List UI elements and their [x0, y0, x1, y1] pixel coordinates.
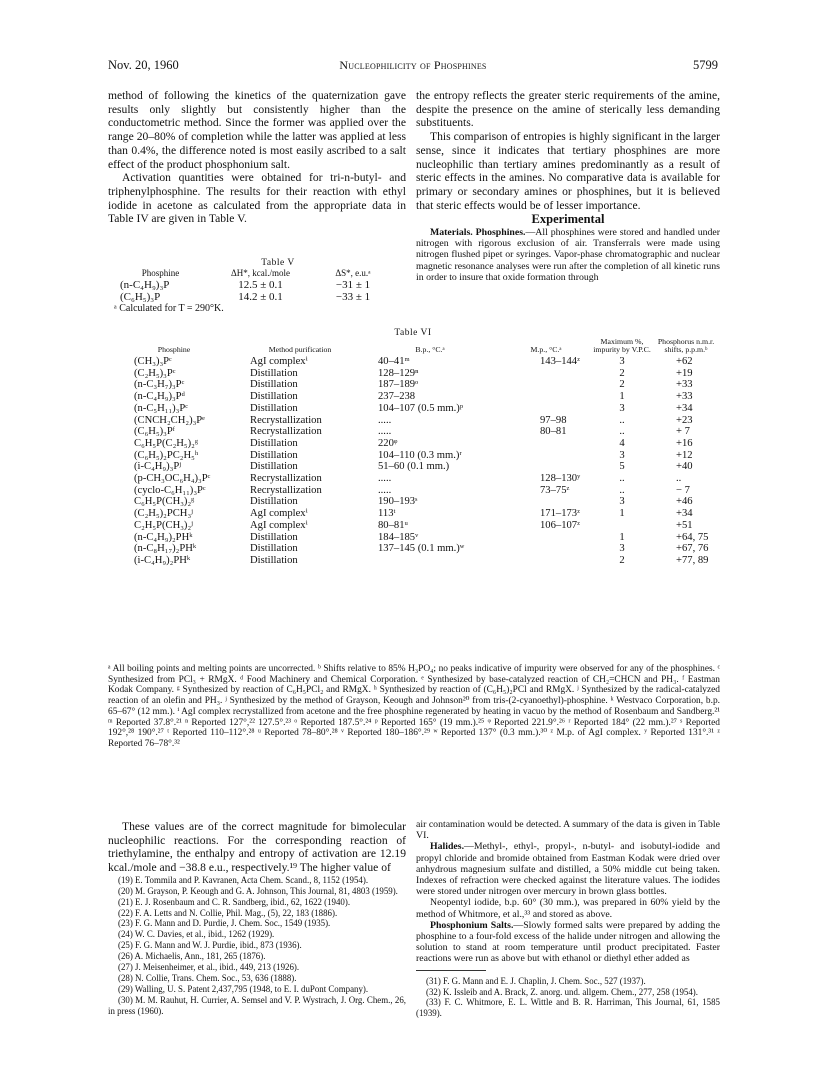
table-cell: +34	[676, 508, 693, 520]
table-cell	[500, 438, 592, 450]
table-cell: 184–185ᵛ	[378, 531, 419, 543]
halides-paragraph	[416, 841, 720, 897]
table-cell: −31 ± 1	[335, 279, 371, 291]
table-header-row	[108, 268, 398, 279]
table-cell: 2	[619, 367, 625, 379]
table-cell: 220ᵠ	[378, 437, 398, 449]
table-cell: (C₂H₅)₂PCH₃ʲ	[134, 508, 193, 520]
paragraph: These values are of the correct magnitude for bimolecular nucleophilic reactions. For the corresponding reaction of triethylamine, the enthalpy and entropy of activation are 12.19 kcal./mole and −38.8 e.u., respectively.¹⁹ The higher value of	[108, 820, 406, 875]
table-cell: AgI complexⁱ	[250, 356, 308, 367]
table-cell: (n-C₃H₇)₃Pᶜ	[134, 379, 185, 391]
table-cell: +23	[676, 414, 693, 426]
reference-item: (32) K. Issleib and A. Brack, Z. anorg. und. allgem. Chem., 277, 258 (1954).	[426, 986, 698, 997]
table-cell: (C₂H₅)₃Pᶜ	[134, 367, 176, 379]
running-header	[108, 58, 718, 78]
table-cell: +67, 76	[676, 543, 709, 555]
right-column-top	[416, 89, 720, 283]
table-cell	[500, 543, 592, 555]
reference-item: (26) A. Michaelis, Ann., 181, 265 (1876).	[118, 951, 266, 962]
table-cell	[500, 555, 592, 567]
table-row	[108, 520, 720, 532]
table-cell: +62	[676, 356, 693, 367]
table-row	[108, 485, 720, 497]
table-cell: (CNCH₂CH₂)₃Pᵉ	[134, 414, 205, 426]
table-cell: (n-C₄H₉)₃P	[120, 279, 170, 291]
table-cell: +77, 89	[676, 554, 709, 566]
table-cell: Distillation	[250, 461, 298, 473]
table-cell: 3	[619, 449, 625, 461]
table-cell: 137–145 (0.1 mm.)ʷ	[378, 543, 465, 555]
table-cell	[360, 555, 500, 567]
table-row	[108, 356, 720, 368]
table-row	[108, 438, 720, 450]
table-cell: 104–110 (0.3 mm.)ʳ	[378, 449, 462, 461]
table-cell: 2	[619, 379, 625, 391]
table-cell: +40	[676, 461, 693, 473]
table-cell: 190–193ˢ	[378, 496, 418, 508]
table-cell: 80–81	[540, 426, 567, 438]
reference-item: (25) F. G. Mann and W. J. Purdie, ibid., 873 (1936).	[118, 940, 302, 951]
table-cell	[500, 368, 592, 380]
table-cell: (n-C₄H₉)₂PHᵏ	[134, 531, 193, 543]
table-cell: ..	[619, 426, 625, 438]
table-cell: 14.2 ± 0.1	[238, 291, 283, 303]
table-row	[108, 379, 720, 391]
table-cell: +34	[676, 402, 693, 414]
paragraph: the entropy reflects the greater steric requirements of the amine, despite the presence on the amine of sterically less demanding substituents.	[416, 89, 720, 130]
table-cell: Recrystallization	[250, 426, 322, 438]
reference-item: (22) F. A. Letts and N. Collie, Phil. Mag., (5), 22, 183 (1886).	[118, 907, 338, 918]
table-vi-footnotes: ᵃ All boiling points and melting points are uncorrected. ᵇ Shifts relative to 85% H₃PO₄; no peaks indicative of impurity were observed for any of the phosphines. ᶜ Synthesized from PCl₃ + RMgX. ᵈ Food Machinery and Chemical Corporation. ᵉ Synthesized by base-catalyzed reaction of CH₂=CHCN and PH₃. ᶠ Eastman Kodak Company. ᵍ Synthesized by reaction of C₆H₅PCl₂ and RMgX. ʰ Synthesized by reaction of (C₆H₅)₂PCl and RMgX. ʲ Synthesized by the radical-catalyzed reaction of an olefin and PH₃. ʲ Synthesized by the method of Grayson, Keough and Johnson²⁰ from tris-(2-cyanoethyl)-phosphine. ᵏ Westvaco Corporation, b.p. 65–67° (12 mm.). ⁱ AgI complex recrystallized from acetone and the free phosphine regenerated by heating in vacuo by the method of Rosenbaum and Sandberg.²¹ ᵐ Reported 37.8°.²¹ ⁿ Reported 127°,²² 127.5°.²³ ᵒ Reported 187.5°.²⁴ ᵖ Reported 165° (19 mm.).²⁵ ᵠ Reported 221.9°.²⁶ ʳ Reported 184° (22 mm.).²⁷ ˢ Reported 192°,²⁸ 190°.²⁷ ᵗ Reported 110–112°.²⁸ ᵘ Reported 78–80°.²⁸ ᵛ Reported 180–186°.²⁹ ʷ Reported 137° (0.3 mm.).³⁰ ᶻ M.p. of AgI complex. ʸ Reported 131°.³¹ ᶻ Reported 76–78°.³²	[108, 664, 720, 749]
table-cell: C₆H₅P(C₂H₅)₂ᵍ	[134, 437, 199, 449]
table-cell	[500, 450, 592, 462]
table-cell: C₆H₅P(CH₃)₂ᵍ	[134, 496, 195, 508]
table-v-footnote: ᵃ Calculated for T = 290°K.	[114, 303, 224, 314]
table-cell: 3	[619, 402, 625, 414]
references-left	[108, 875, 406, 1017]
table-row	[108, 543, 720, 555]
reference-item: (29) Walling, U. S. Patent 2,437,795 (1948, to E. I. duPont Company).	[118, 983, 369, 994]
table-cell: Recrystallization	[250, 484, 322, 496]
table-cell: ..	[619, 484, 625, 496]
table-row	[108, 555, 720, 567]
table-cell: − 7	[676, 484, 690, 496]
table-cell: Distillation	[250, 391, 298, 403]
table-cell: Distillation	[250, 543, 298, 555]
paragraph: method of following the kinetics of the quaternization gave results only slightly but consistently higher than the conductometric method. Since the former was applied over the range 20–80% of completion while the latter was applied at less than 0.4%, the difference noted is most easily ascribed to a salt effect of the product phosphonium salt.	[108, 89, 406, 171]
table-cell: +19	[676, 367, 693, 379]
reference-item: (21) E. J. Rosenbaum and C. R. Sandberg, ibid., 62, 1622 (1940).	[118, 896, 351, 907]
header-page-number: 5799	[693, 58, 718, 72]
materials-paragraph	[416, 227, 720, 283]
table-cell: Distillation	[250, 496, 298, 508]
table-cell: (C₆H₅)₃P	[120, 291, 161, 303]
table-cell: +33	[676, 391, 693, 403]
left-column-top	[108, 89, 406, 226]
table-row	[108, 279, 398, 291]
table-cell: +33	[676, 379, 693, 391]
reference-item: (27) J. Meisenheimer, et al., ibid., 449, 213 (1926).	[118, 962, 300, 973]
table-cell: 113ᵗ	[378, 508, 396, 520]
table-cell: AgI complexⁱ	[250, 508, 308, 520]
reference-item: (30) M. M. Rauhut, H. Currier, A. Semsel and V. P. Wystrach, J. Org. Chem., 26, in press (1960).	[108, 994, 406, 1016]
table-header-cell: M.p., °C.ᵃ	[530, 345, 562, 354]
left-column-bottom	[108, 820, 406, 1017]
table-cell: .....	[378, 484, 392, 496]
table-v	[108, 258, 408, 314]
table-cell: C₂H₅P(CH₃)₂ʲ	[134, 519, 193, 531]
table-cell: 128–129ⁿ	[378, 367, 419, 379]
table-row	[108, 291, 398, 303]
table-row	[108, 450, 720, 462]
table-cell: +12	[676, 449, 693, 461]
header-date: Nov. 20, 1960	[108, 58, 179, 72]
table-cell: Distillation	[250, 531, 298, 543]
table-cell: (n-C₈H₁₇)₂PHᵏ	[134, 543, 197, 555]
reference-item: (19) E. Tommila and P. Kavranen, Acta Chem. Scand., 8, 1152 (1954).	[118, 874, 369, 885]
table-cell	[500, 461, 592, 473]
table-v-caption: Table V	[261, 258, 295, 268]
table-cell	[592, 520, 652, 532]
table-cell: +16	[676, 437, 693, 449]
table-cell	[500, 496, 592, 508]
experimental-heading: Experimental	[531, 212, 605, 227]
table-cell: 104–107 (0.5 mm.)ᵖ	[378, 402, 464, 414]
table-cell: Distillation	[250, 379, 298, 391]
table-cell: ..	[676, 473, 682, 485]
table-row	[108, 496, 720, 508]
table-cell: Distillation	[250, 402, 298, 414]
table-cell: .....	[378, 473, 392, 485]
table-cell: (C₆H₅)₃Pᶠ	[134, 426, 175, 438]
table-cell: Distillation	[250, 554, 298, 566]
halides-text: —Methyl-, ethyl-, propyl-, n-butyl- and isobutyl-iodide and propyl chloride and bromide obtained from Eastman Kodak were dried over anhydrous magnesium sulfate and distilled, a 50% middle cut being taken. Indexes of refraction were checked against the literature values. The iodides were stored under nitrogen over mercury in brown glass bottles.	[416, 841, 720, 898]
table-cell: (cyclo-C₆H₁₁)₃Pᶜ	[134, 484, 206, 496]
table-header-cell: Method purification	[268, 345, 332, 354]
table-cell: 80–81ᵘ	[378, 519, 408, 531]
table-cell: 1	[619, 508, 625, 520]
table-cell: 97–98	[540, 414, 567, 426]
table-vi	[108, 338, 720, 567]
table-cell: Recrystallization	[250, 473, 322, 485]
table-cell	[500, 532, 592, 544]
table-cell: Distillation	[250, 437, 298, 449]
reference-item: (20) M. Grayson, P. Keough and G. A. Johnson, This Journal, 81, 4803 (1959).	[118, 885, 398, 896]
reference-item: (33) F. C. Whitmore, E. L. Wittle and B. R. Harriman, This Journal, 61, 1585 (1939).	[416, 997, 720, 1019]
salts-label: Phosphonium Salts.	[430, 919, 514, 931]
table-cell: ..	[619, 414, 625, 426]
table-row	[108, 415, 720, 427]
table-cell: +64, 75	[676, 531, 709, 543]
paragraph: This comparison of entropies is highly significant in the larger sense, since it indicates that tertiary phosphines are more nucleophilic than tertiary amines predominantly as a result of steric effects in the amines. No comparative data is available for primary or secondary amines or phosphines, but it is believed that steric effects would be of lesser importance.	[416, 130, 720, 212]
table-cell: 40–41ᵐ	[378, 356, 410, 367]
table-cell: 3	[619, 356, 625, 367]
table-cell: 4	[619, 437, 625, 449]
right-column-bottom	[416, 819, 720, 1019]
salts-paragraph	[416, 920, 720, 965]
table-cell: Recrystallization	[250, 414, 322, 426]
table-cell: 1	[619, 531, 625, 543]
table-cell: 237–238	[378, 391, 416, 403]
table-cell: (n-C₄H₉)₃Pᵈ	[134, 391, 185, 403]
table-cell: 171–173ᶻ	[540, 508, 580, 520]
table-cell: 1	[619, 391, 625, 403]
table-row	[108, 461, 720, 473]
table-row	[108, 368, 720, 380]
table-header-cell: Phosphorus n.m.r. shifts, p.p.m.ᵇ	[657, 337, 715, 354]
table-cell: (C₆H₅)₂PC₂H₅ʰ	[134, 449, 199, 461]
table-row	[108, 532, 720, 544]
table-cell: + 7	[676, 426, 690, 438]
table-cell: (CH₃)₃Pᶜ	[134, 356, 172, 367]
table-cell: +51	[676, 519, 693, 531]
table-cell: AgI complexⁱ	[250, 519, 308, 531]
table-cell: 2	[619, 554, 625, 566]
references-right	[416, 976, 720, 1020]
reference-item: (24) W. C. Davies, et al., ibid., 1262 (1929).	[118, 929, 275, 940]
table-header-cell: Phosphine	[157, 345, 191, 354]
halides-label: Halides.	[430, 841, 465, 853]
table-vi-caption: Table VI	[394, 328, 432, 338]
table-cell: (i-C₄H₉)₃Pʲ	[134, 461, 181, 473]
table-cell: 187–189ᵒ	[378, 379, 419, 391]
header-title: Nucleophilicity of Phosphines	[339, 58, 487, 72]
reference-item: (28) N. Collie, Trans. Chem. Soc., 53, 636 (1888).	[118, 972, 297, 983]
table-cell: Distillation	[250, 449, 298, 461]
table-cell: 73–75ᶻ	[540, 484, 570, 496]
table-row	[108, 391, 720, 403]
table-row	[108, 508, 720, 520]
table-header-row	[108, 338, 720, 356]
table-cell: 143–144ᶻ	[540, 356, 580, 367]
table-row	[108, 473, 720, 485]
table-cell: 3	[619, 543, 625, 555]
table-cell: 106–107ᶻ	[540, 519, 580, 531]
table-cell	[500, 391, 592, 403]
table-cell: (p-CH₃OC₆H₄)₃Pᶜ	[134, 473, 211, 485]
table-cell: 3	[619, 496, 625, 508]
table-header-cell: Phosphine	[141, 268, 180, 278]
table-cell: (n-C₅H₁₁)₃Pᶜ	[134, 402, 188, 414]
table-row	[108, 426, 720, 438]
table-cell: +46	[676, 496, 693, 508]
paragraph: air contamination would be detected. A summary of the data is given in Table VI.	[416, 819, 720, 842]
reference-item: (31) F. G. Mann and E. J. Chaplin, J. Chem. Soc., 527 (1937).	[426, 975, 646, 986]
table-cell: 5	[619, 461, 625, 473]
paragraph: Activation quantities were obtained for tri-n-butyl- and triphenylphosphine. The results for their reaction with ethyl iodide in acetone as calculated from the appropriate data in Table IV are given in Table V.	[108, 171, 406, 226]
materials-text: —All phosphines were stored and handled under nitrogen with rigorous exclusion of air. Transferrals were made using nitrogen flushed pipet or syringes. Vapor-phase chromatographic and nuclear magnetic resonance analyses were run after the completion of all kinetic runs in order to insure that oxide formation through	[416, 227, 720, 283]
materials-label: Materials. Phosphines.	[430, 227, 526, 239]
table-cell: −33 ± 1	[335, 291, 371, 303]
table-cell: 51–60 (0.1 mm.)	[378, 461, 450, 473]
table-row	[108, 403, 720, 415]
table-cell: (i-C₄H₉)₂PHᵏ	[134, 554, 191, 566]
salts-text: —Slowly formed salts were prepared by adding the phosphine to a four-fold excess of the halide under nitrogen and allowing the solution to stand at room temperature until product precipitated. Faster reactions were run as above but with ethanol or diethyl ether added as	[416, 919, 720, 965]
reference-item: (23) F. G. Mann and D. Purdie, J. Chem. Soc., 1549 (1935).	[118, 918, 331, 929]
table-cell: 128–130ʸ	[540, 473, 581, 485]
table-cell	[500, 403, 592, 415]
table-header-cell: B.p., °C.ᵃ	[415, 345, 445, 354]
table-cell: .....	[378, 426, 392, 438]
table-cell: .....	[378, 414, 392, 426]
divider	[416, 970, 486, 971]
table-header-cell: ΔH*, kcal./mole	[230, 268, 291, 278]
paragraph: Neopentyl iodide, b.p. 60° (30 mm.), was prepared in 60% yield by the method of Whitmore, et al.,³³ and stored as above.	[416, 897, 720, 920]
table-header-cell: ΔS*, e.u.ᵃ	[335, 268, 371, 278]
table-header-cell: Maximum %, impurity by V.P.C.	[593, 337, 651, 354]
table-cell: 12.5 ± 0.1	[238, 279, 283, 291]
table-cell	[500, 379, 592, 391]
table-cell: Distillation	[250, 367, 298, 379]
table-cell: ..	[619, 473, 625, 485]
